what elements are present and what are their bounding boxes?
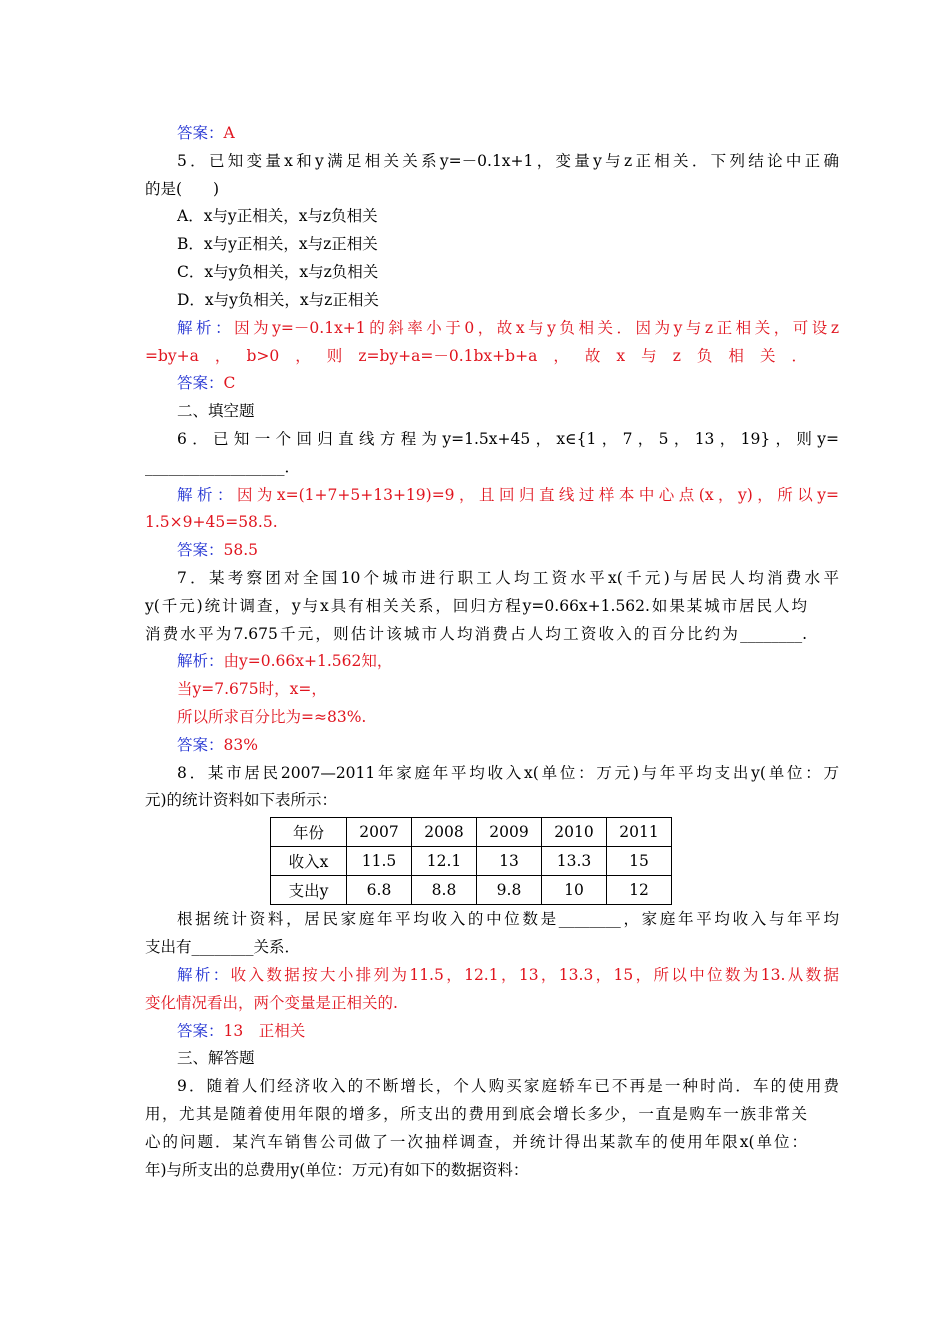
text-line — [145, 1156, 528, 1184]
line-text: 二、填空题 — [177, 402, 255, 420]
text-line — [177, 202, 378, 230]
text-line — [177, 369, 235, 397]
text-line — [177, 905, 839, 933]
text-line — [145, 1100, 807, 1128]
label-text: 答案： — [177, 736, 224, 754]
table-cell: 9.8 — [477, 876, 542, 905]
text-line — [177, 564, 839, 592]
text-line — [145, 453, 300, 481]
line-text: 9．随着人们经济收入的不断增长，个人购买家庭轿车已不再是一种时尚．车的使用费 — [177, 1077, 839, 1095]
text-line — [177, 230, 378, 258]
text-line — [177, 481, 839, 509]
text-line — [145, 508, 278, 536]
text-line — [177, 703, 366, 731]
table-cell: 10 — [542, 876, 607, 905]
line-text: 因为x=(1+7+5+13+19)=9，且回归直线过样本中心点(x，y)，所以y= — [236, 486, 839, 504]
table-cell: 2008 — [412, 818, 477, 847]
line-text: __________________． — [145, 458, 301, 476]
label-text: 答案： — [177, 124, 224, 142]
text-line — [145, 989, 398, 1017]
text-line — [177, 647, 392, 675]
text-line — [177, 258, 378, 286]
line-text: 6．已知一个回归直线方程为y=1.5x+45，x∈{1，7，5，13，19}，则y= — [177, 430, 839, 448]
text-line — [145, 933, 300, 961]
text-line — [177, 147, 839, 175]
label-text: 答案： — [177, 541, 224, 559]
text-line — [145, 1128, 807, 1156]
line-text: 心的问题．某汽车销售公司做了一次抽样调查，并统计得出某款车的使用年限x(单位： — [145, 1133, 807, 1151]
line-text: 5．已知变量x和y满足相关关系y=－0.1x+1，变量y与z正相关．下列结论中正确 — [177, 152, 839, 170]
line-text: 支出有________关系． — [145, 938, 301, 956]
text-line — [145, 592, 807, 620]
text-line — [177, 1044, 255, 1072]
text-line — [177, 425, 839, 453]
text-line — [177, 286, 379, 314]
table-cell: 8.8 — [412, 876, 477, 905]
table-row — [271, 876, 672, 905]
label-text: 解析： — [177, 319, 235, 337]
text-line — [177, 1017, 305, 1045]
text-line — [145, 786, 337, 814]
line-text: 当y=7.675时，x=， — [177, 680, 327, 698]
table-row — [271, 818, 672, 847]
line-text: 8．某市居民2007—2011年家庭年平均收入x(单位：万元)与年平均支出y(单位：万 — [177, 764, 839, 782]
label-text: 答案： — [177, 374, 224, 392]
text-line — [177, 119, 235, 147]
line-text: 因为y=－0.1x+1的斜率小于0，故x与y负相关．因为y与z正相关，可设z — [234, 319, 839, 337]
text-line — [177, 961, 839, 989]
table-cell: 收入x — [271, 847, 347, 876]
text-line — [145, 342, 807, 370]
line-text: 年)与所支出的总费用y(单位：万元)有如下的数据资料： — [145, 1161, 529, 1179]
text-line — [145, 620, 807, 648]
line-text: 消费水平为7.675千元，则估计该城市人均消费占人均工资收入的百分比约为________. — [145, 625, 807, 643]
table-cell: 12 — [607, 876, 672, 905]
line-text: B．x与y正相关，x与z正相关 — [177, 235, 378, 253]
text-line — [145, 175, 219, 203]
line-text: 三、解答题 — [177, 1049, 255, 1067]
line-text: A．x与y正相关，x与z负相关 — [177, 207, 378, 225]
line-text: C．x与y负相关，x与z负相关 — [177, 263, 379, 281]
table-cell: 11.5 — [347, 847, 412, 876]
line-text: 1.5×9+45=58.5. — [145, 513, 278, 531]
line-text: 所以所求百分比为=≈83%. — [177, 708, 367, 726]
table-cell: 2007 — [347, 818, 412, 847]
table-cell: 15 — [607, 847, 672, 876]
table-cell: 13 — [477, 847, 542, 876]
line-text: 58.5 — [223, 541, 259, 559]
line-text: C — [223, 374, 236, 392]
text-line — [177, 536, 258, 564]
text-line — [177, 731, 258, 759]
table-cell: 2011 — [607, 818, 672, 847]
line-text: 用，尤其是随着使用年限的增多，所支出的费用到底会增长多少，一直是购车一族非常关 — [145, 1105, 807, 1123]
line-text: 根据统计资料，居民家庭年平均收入的中位数是________，家庭年平均收入与年平均 — [177, 910, 839, 928]
line-text: 由y=0.66x+1.562知， — [223, 652, 393, 670]
table-cell: 13.3 — [542, 847, 607, 876]
text-line — [177, 675, 327, 703]
line-text: 83% — [223, 736, 258, 754]
line-text: 7．某考察团对全国10个城市进行职工人均工资水平x(千元)与居民人均消费水平 — [177, 569, 839, 587]
line-text: 收入数据按大小排列为11.5，12.1，13，13.3，15，所以中位数为13.从数据 — [230, 966, 839, 984]
line-text: 变化情况看出，两个变量是正相关的. — [145, 994, 398, 1012]
line-text: =by+a，b>0，则z=by+a=－0.1bx+b+a，故x与z负相关． — [145, 347, 807, 365]
line-text: 的是( ) — [145, 180, 220, 198]
text-line — [177, 759, 839, 787]
text-line — [177, 314, 839, 342]
label-text: 解析： — [177, 652, 224, 670]
table-cell: 年份 — [271, 818, 347, 847]
table-cell: 6.8 — [347, 876, 412, 905]
table-row — [271, 847, 672, 876]
label-text: 解析： — [177, 966, 231, 984]
table-cell: 2009 — [477, 818, 542, 847]
line-text: D．x与y负相关，x与z正相关 — [177, 291, 379, 309]
table-cell: 2010 — [542, 818, 607, 847]
statistics-table — [270, 817, 672, 905]
text-line — [177, 397, 255, 425]
label-text: 答案： — [177, 1022, 224, 1040]
label-text: 解析： — [177, 486, 237, 504]
table-cell: 支出y — [271, 876, 347, 905]
line-text: 13 正相关 — [223, 1022, 306, 1040]
table-cell: 12.1 — [412, 847, 477, 876]
line-text: 元)的统计资料如下表所示： — [145, 791, 338, 809]
text-line — [177, 1072, 839, 1100]
line-text: y(千元)统计调查，y与x具有相关关系，回归方程y=0.66x+1.562.如果某城市居民人均 — [145, 597, 807, 615]
line-text: A — [223, 124, 235, 142]
